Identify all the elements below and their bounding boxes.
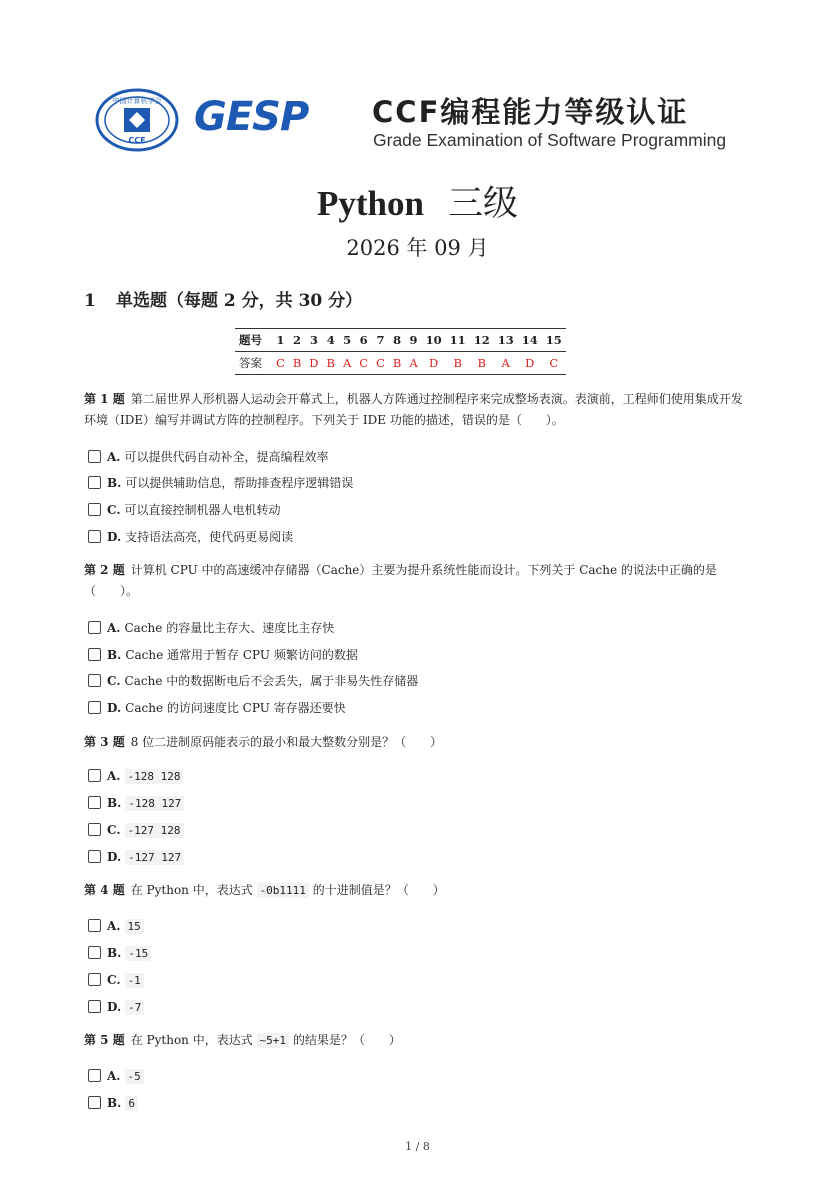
option-key: B. bbox=[107, 796, 122, 810]
cert-subtitle: Grade Examination of Software Programming bbox=[373, 130, 727, 150]
checkbox-icon[interactable] bbox=[88, 919, 101, 932]
question-label: 第 4 题 bbox=[84, 883, 125, 897]
number-cell: 8 bbox=[389, 329, 405, 352]
option-key: C. bbox=[107, 973, 121, 987]
option-code: -5 bbox=[125, 1069, 144, 1084]
number-cell: 15 bbox=[542, 329, 566, 352]
option-key: A. bbox=[107, 450, 121, 464]
checkbox-icon[interactable] bbox=[88, 450, 101, 463]
answer-table-numbers-row bbox=[235, 329, 566, 352]
number-cell: 3 bbox=[305, 329, 322, 352]
answer-cell: B bbox=[477, 356, 486, 370]
option-code: -127 128 bbox=[125, 823, 184, 838]
question-code: ~5+1 bbox=[257, 1033, 290, 1048]
checkbox-icon[interactable] bbox=[88, 1069, 101, 1082]
q5-option-b[interactable] bbox=[88, 1095, 138, 1111]
seal-text-bottom: CCF bbox=[128, 136, 146, 145]
answer-cell: D bbox=[525, 356, 535, 370]
option-code: -128 128 bbox=[125, 769, 184, 784]
option-code: -128 127 bbox=[125, 796, 184, 811]
row-label-answers: 答案 bbox=[239, 356, 262, 370]
answer-cell: B bbox=[453, 356, 462, 370]
title-cn: 三级 bbox=[447, 184, 518, 223]
ccf-seal-logo bbox=[95, 88, 179, 152]
option-key: D. bbox=[107, 850, 122, 864]
answer-cell: B bbox=[292, 356, 302, 370]
number-cell: 14 bbox=[518, 329, 542, 352]
checkbox-icon[interactable] bbox=[88, 823, 101, 836]
answer-cell: C bbox=[276, 356, 285, 370]
q1-option-c[interactable] bbox=[88, 502, 281, 518]
q3-option-b[interactable] bbox=[88, 795, 184, 811]
number-cell: 11 bbox=[446, 329, 470, 352]
question-label: 第 3 题 bbox=[84, 735, 125, 749]
question-2-stem bbox=[84, 560, 752, 602]
gesp-logo: GESP bbox=[194, 94, 309, 140]
option-key: C. bbox=[107, 823, 121, 837]
option-text: 支持语法高亮，使代码更易阅读 bbox=[125, 530, 294, 544]
question-text: 第二届世界人形机器人运动会开幕式上，机器人方阵通过控制程序来完成整场表演。表演前，工程师们使用集成开发环境（IDE）编写并调试方阵的控制程序。下列关于 IDE 功能的描述，错误的是（ ）。 bbox=[84, 392, 743, 427]
option-text: Cache 通常用于暂存 CPU 频繁访问的数据 bbox=[125, 648, 358, 662]
checkbox-icon[interactable] bbox=[88, 503, 101, 516]
q1-option-b[interactable] bbox=[88, 475, 353, 491]
q2-option-a[interactable] bbox=[88, 620, 334, 636]
option-key: A. bbox=[107, 1069, 121, 1083]
option-key: B. bbox=[107, 946, 122, 960]
option-text: 可以提供代码自动补全，提高编程效率 bbox=[124, 450, 329, 464]
option-key: D. bbox=[107, 1000, 122, 1014]
option-code: -127 127 bbox=[125, 850, 184, 865]
document-title bbox=[0, 176, 835, 226]
answer-cell: B bbox=[392, 356, 402, 370]
question-text: 的十进制值是？（ ） bbox=[312, 883, 445, 897]
answer-cell: B bbox=[326, 356, 335, 370]
section-number: 1 bbox=[84, 291, 96, 311]
q4-option-c[interactable] bbox=[88, 972, 144, 988]
header-banner bbox=[92, 88, 752, 154]
number-cell: 4 bbox=[323, 329, 339, 352]
option-text: 可以提供辅助信息，帮助排查程序逻辑错误 bbox=[125, 476, 354, 490]
question-text: 8 位二进制原码能表示的最小和最大整数分别是？（ ） bbox=[130, 735, 443, 749]
q4-option-d[interactable] bbox=[88, 999, 144, 1015]
q3-option-a[interactable] bbox=[88, 768, 183, 784]
question-text: 计算机 CPU 中的高速缓冲存储器（Cache）主要为提升系统性能而设计。下列关于 Cache 的说法中正确的是（ ）。 bbox=[84, 563, 717, 598]
cert-title: CCF编程能力等级认证 bbox=[372, 95, 689, 129]
answer-cell: C bbox=[376, 356, 385, 370]
checkbox-icon[interactable] bbox=[88, 973, 101, 986]
checkbox-icon[interactable] bbox=[88, 1096, 101, 1109]
option-key: B. bbox=[107, 476, 122, 490]
question-1-stem bbox=[84, 389, 752, 431]
number-cell: 7 bbox=[372, 329, 389, 352]
question-label: 第 5 题 bbox=[84, 1033, 125, 1047]
option-key: A. bbox=[107, 621, 121, 635]
option-code: -15 bbox=[125, 946, 151, 961]
answer-cell: D bbox=[309, 356, 319, 370]
checkbox-icon[interactable] bbox=[88, 530, 101, 543]
checkbox-icon[interactable] bbox=[88, 796, 101, 809]
checkbox-icon[interactable] bbox=[88, 701, 101, 714]
q1-option-d[interactable] bbox=[88, 529, 293, 545]
option-key: C. bbox=[107, 503, 121, 517]
q3-option-c[interactable] bbox=[88, 822, 184, 838]
number-cell: 9 bbox=[405, 329, 421, 352]
checkbox-icon[interactable] bbox=[88, 674, 101, 687]
option-key: D. bbox=[107, 701, 122, 715]
question-label: 第 1 题 bbox=[84, 392, 125, 406]
option-code: -1 bbox=[125, 973, 144, 988]
section-title: 单选题（每题 2 分，共 30 分） bbox=[116, 291, 363, 311]
q2-option-d[interactable] bbox=[88, 700, 346, 716]
answer-cell: D bbox=[429, 356, 439, 370]
question-text: 在 Python 中，表达式 bbox=[130, 1033, 253, 1047]
number-cell: 5 bbox=[339, 329, 355, 352]
q4-option-a[interactable] bbox=[88, 918, 144, 934]
question-5-stem bbox=[84, 1030, 752, 1051]
option-text: Cache 的容量比主存大、速度比主存快 bbox=[124, 621, 335, 635]
option-code: 6 bbox=[125, 1096, 138, 1111]
answer-cell: A bbox=[409, 356, 418, 370]
checkbox-icon[interactable] bbox=[88, 850, 101, 863]
option-text: 可以直接控制机器人电机转动 bbox=[124, 503, 281, 517]
number-cell: 2 bbox=[289, 329, 305, 352]
section-heading bbox=[84, 286, 362, 311]
row-label-numbers: 题号 bbox=[235, 329, 272, 352]
checkbox-icon[interactable] bbox=[88, 621, 101, 634]
q4-option-b[interactable] bbox=[88, 945, 151, 961]
option-key: C. bbox=[107, 674, 121, 688]
question-code: -0b1111 bbox=[257, 883, 309, 898]
option-key: B. bbox=[107, 1096, 122, 1110]
number-cell: 10 bbox=[422, 329, 446, 352]
question-label: 第 2 题 bbox=[84, 563, 125, 577]
q2-option-c[interactable] bbox=[88, 673, 418, 689]
answer-cell: A bbox=[501, 356, 510, 370]
answer-cell: C bbox=[359, 356, 369, 370]
checkbox-icon[interactable] bbox=[88, 946, 101, 959]
option-key: A. bbox=[107, 769, 121, 783]
option-text: Cache 中的数据断电后不会丢失，属于非易失性存储器 bbox=[124, 674, 419, 688]
checkbox-icon[interactable] bbox=[88, 1000, 101, 1013]
question-text: 在 Python 中，表达式 bbox=[130, 883, 253, 897]
checkbox-icon[interactable] bbox=[88, 769, 101, 782]
page-number: 1 / 8 bbox=[405, 1140, 430, 1153]
question-3-stem bbox=[84, 732, 752, 753]
q5-option-a[interactable] bbox=[88, 1068, 144, 1084]
number-cell: 1 bbox=[272, 329, 289, 352]
number-cell: 12 bbox=[470, 329, 494, 352]
document-date: 2026 年 09 月 bbox=[346, 236, 489, 260]
answer-cell: A bbox=[342, 356, 352, 370]
answer-table-answers-row bbox=[235, 352, 566, 375]
seal-text-top: 中国计算机学会 bbox=[112, 97, 162, 105]
question-text: 的结果是？（ ） bbox=[292, 1033, 401, 1047]
option-code: -7 bbox=[125, 1000, 144, 1015]
q3-option-d[interactable] bbox=[88, 849, 184, 865]
title-en: Python bbox=[317, 184, 424, 223]
q2-option-b[interactable] bbox=[88, 647, 358, 663]
number-cell: 13 bbox=[494, 329, 518, 352]
option-key: A. bbox=[107, 919, 121, 933]
checkbox-icon[interactable] bbox=[88, 648, 101, 661]
question-4-stem bbox=[84, 880, 752, 901]
option-key: B. bbox=[107, 648, 122, 662]
checkbox-icon[interactable] bbox=[88, 476, 101, 489]
option-code: 15 bbox=[125, 919, 144, 934]
answer-table bbox=[235, 328, 566, 375]
option-text: Cache 的访问速度比 CPU 寄存器还要快 bbox=[125, 701, 346, 715]
q1-option-a[interactable] bbox=[88, 449, 329, 465]
answer-cell: C bbox=[549, 356, 559, 370]
number-cell: 6 bbox=[355, 329, 372, 352]
option-key: D. bbox=[107, 530, 122, 544]
